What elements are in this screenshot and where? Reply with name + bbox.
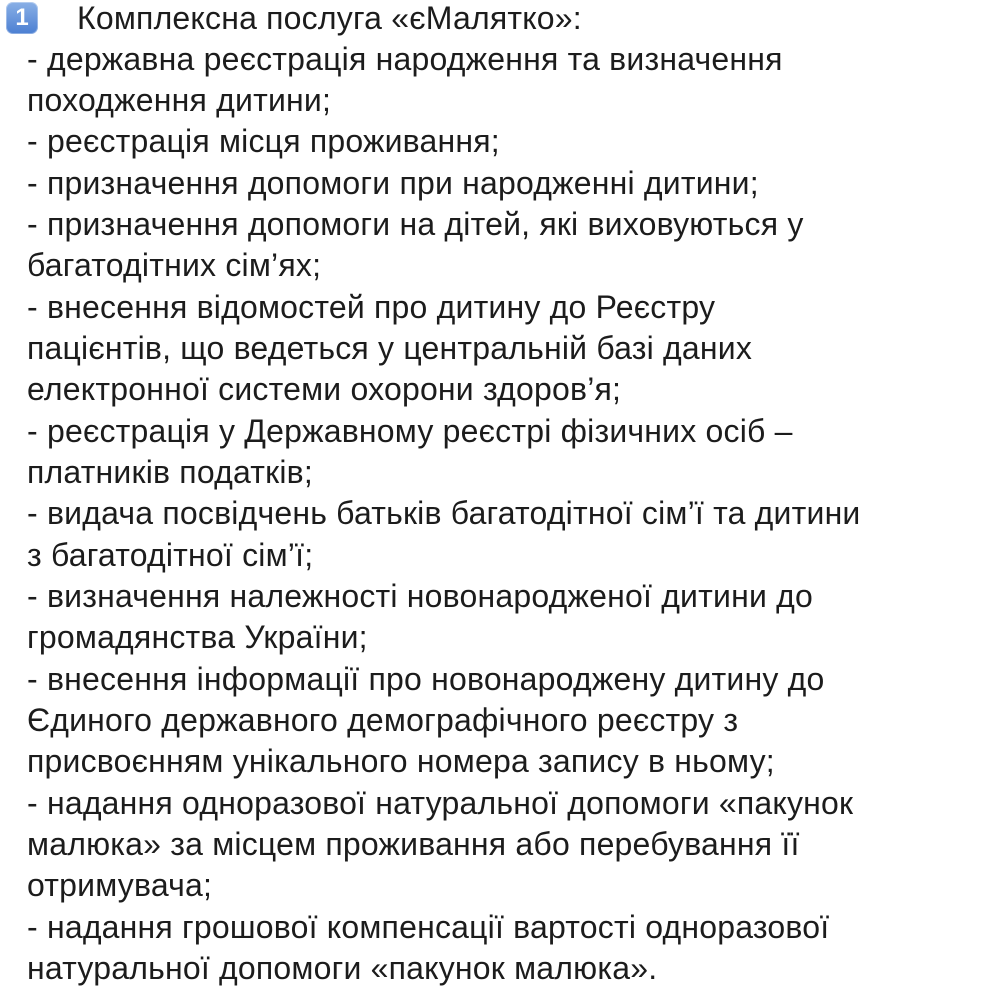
text-line: - внесення інформації про новонароджену дитину до [27, 661, 825, 697]
text-line: малюка» за місцем проживання або перебування її [27, 826, 800, 862]
text-line: отримувача; [27, 867, 213, 903]
text-line: - надання грошової компенсації вартості одноразової [27, 909, 830, 945]
text-line: громадянства України; [27, 619, 368, 655]
text-line: натуральної допомоги «пакунок малюка». [27, 950, 658, 986]
text-line: - видача посвідчень батьків багатодітної сім’ї та дитини [27, 495, 861, 531]
text-line: - надання одноразової натуральної допомоги «пакунок [27, 785, 854, 821]
text-line: - призначення допомоги на дітей, які виховуються у [27, 206, 804, 242]
text-line: електронної системи охорони здоров’я; [27, 371, 622, 407]
title-line: Комплексна послуга «єМалятко»: [77, 0, 582, 36]
text-line: пацієнтів, що ведеться у центральній базі даних [27, 330, 753, 366]
text-line: - внесення відомостей про дитину до Реєстру [27, 289, 716, 325]
text-line: - визначення належності новонародженої дитини до [27, 578, 813, 614]
text-line: багатодітних сім’ях; [27, 247, 322, 283]
text-line: - реєстрація місця проживання; [27, 123, 500, 159]
text-line: - призначення допомоги при народженні дитини; [27, 165, 759, 201]
text-line: присвоєнням унікального номера запису в ньому; [27, 743, 775, 779]
text-line: походження дитини; [27, 82, 332, 118]
keycap-digit: 1 [15, 4, 29, 31]
text-line: платників податків; [27, 454, 313, 490]
text-line: - реєстрація у Державному реєстрі фізичних осіб – [27, 413, 793, 449]
text-line: з багатодітної сім’ї; [27, 537, 314, 573]
text-line: Єдиного державного демографічного реєстру з [27, 702, 739, 738]
text-line: - державна реєстрація народження та визначення [27, 41, 783, 77]
keycap-one-icon [6, 2, 38, 34]
